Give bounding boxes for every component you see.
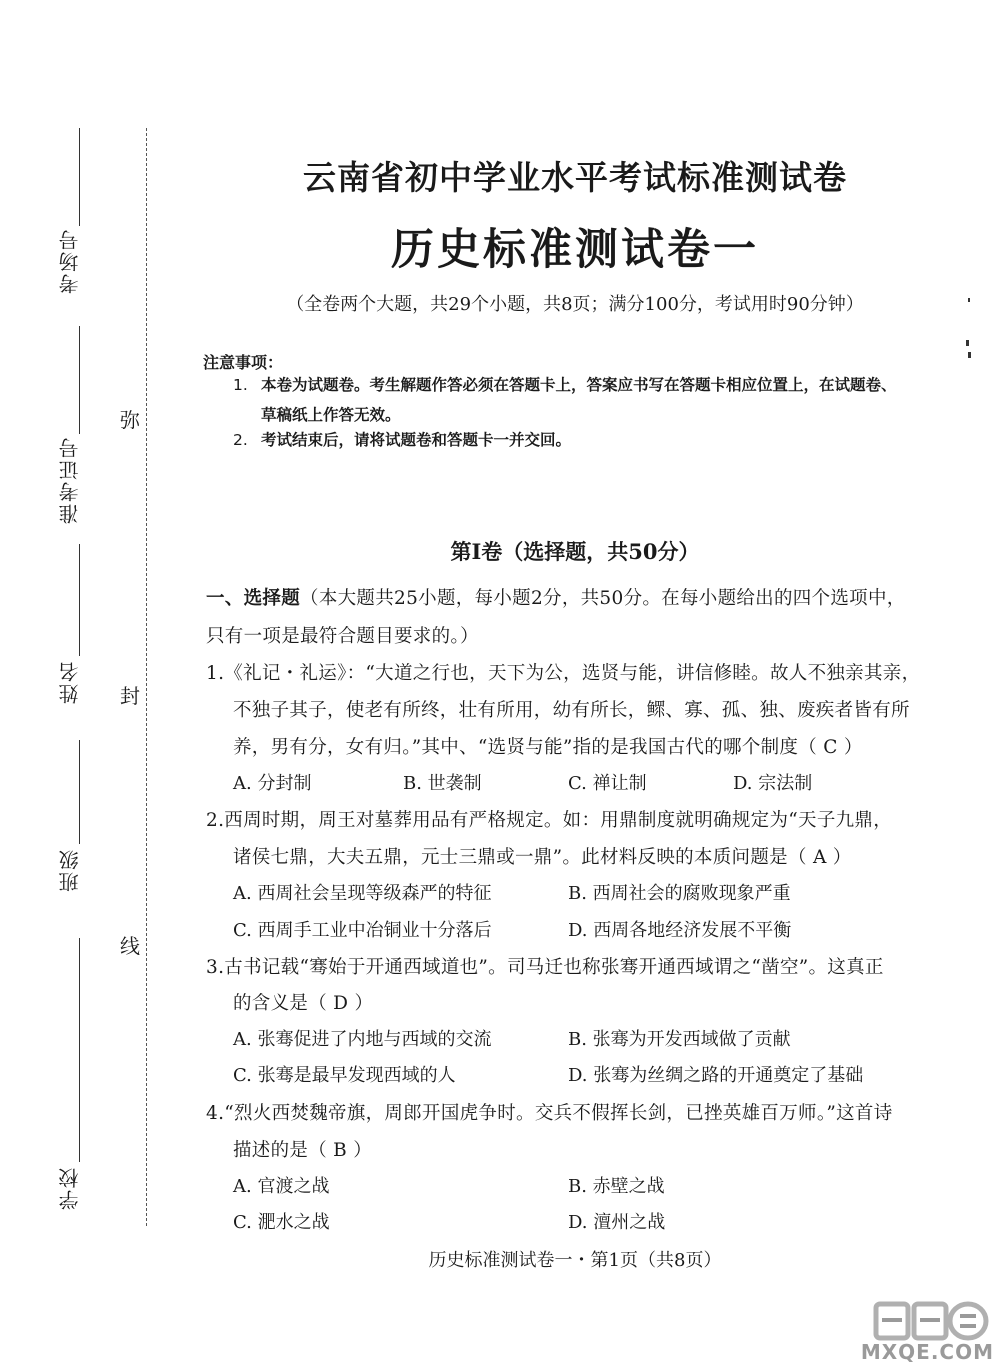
question-text: 描述的是（ B ）: [233, 1140, 373, 1161]
option-d: D. 张骞为丝绸之路的开通奠定了基础: [568, 1065, 864, 1086]
exam-series-title: 云南省初中学业水平考试标准测试卷: [303, 158, 847, 197]
scan-speck: [966, 340, 969, 346]
field-line: [79, 740, 80, 844]
question-text: 不独子其子，使老有所终，壮有所用，幼有所长，鳏、寡、孤、独、废疾者皆有所: [233, 700, 910, 721]
question-text: “烈火西焚魏帝旗，周郎开国虎争时。交兵不假挥长剑，已挫英雄百万师。”这首诗: [224, 1103, 893, 1124]
option-a: A. 官渡之战: [233, 1176, 330, 1197]
option-c: C. 张骞是最早发现西域的人: [233, 1065, 456, 1086]
question-text: 《礼记・礼运》：“大道之行也，天下为公，选贤与能，讲信修睦。故人不独亲其亲，: [224, 663, 921, 684]
field-class: 班级: [58, 848, 82, 892]
seal-char-mi: 弥: [120, 408, 140, 432]
part-instructions: [206, 584, 906, 610]
field-line: [79, 326, 80, 434]
option-a: A. 张骞促进了内地与西域的交流: [233, 1029, 492, 1050]
option-b: B. 赤壁之战: [568, 1176, 665, 1197]
question-line: [206, 953, 884, 979]
field-line: [79, 938, 80, 1162]
question-line: [206, 1099, 893, 1125]
question-number: 1.: [206, 663, 225, 684]
exam-info: （全卷两个大题，共29个小题，共8页；满分100分，考试用时90分钟）: [286, 294, 864, 315]
option-d: D. 西周各地经济发展不平衡: [568, 920, 792, 941]
seal-char-feng: 封: [120, 684, 140, 708]
part-desc: （本大题共25小题，每小题2分，共50分。在每小题给出的四个选项中，: [300, 588, 906, 609]
field-exam-room: 考场号: [58, 228, 82, 294]
option-d: D. 澶州之战: [568, 1212, 666, 1233]
option-c: C. 禅让制: [568, 773, 647, 794]
field-ticket-number: 准考证号: [58, 436, 82, 524]
question-line: [206, 806, 892, 832]
notice-num: 1.: [233, 376, 248, 394]
question-line: [206, 659, 920, 685]
option-d: D. 宗法制: [733, 773, 813, 794]
question-text: 养，男有分，女有归。”其中、“选贤与能”指的是我国古代的哪个制度（ C ）: [233, 737, 863, 758]
option-a: A. 分封制: [233, 773, 312, 794]
option-a: A. 西周社会呈现等级森严的特征: [233, 883, 492, 904]
notice-item-2: [233, 425, 571, 455]
page-footer: 历史标准测试卷一・第1页（共8页）: [428, 1250, 722, 1271]
notice-text: 本卷为试题卷。考生解题作答必须在答题卡上，答案应书写在答题卡相应位置上，在试题卷、: [261, 376, 897, 394]
option-c: C. 淝水之战: [233, 1212, 330, 1233]
option-b: B. 世袭制: [403, 773, 482, 794]
field-name: 姓名: [58, 660, 82, 704]
question-text: 诸侯七鼎，大夫五鼎，元士三鼎或一鼎”。此材料反映的本质问题是（ A ）: [233, 847, 852, 868]
scan-speck: [968, 352, 971, 358]
section-title: 第Ⅰ卷（选择题，共50分）: [450, 539, 700, 564]
notice-item-1: [233, 370, 897, 430]
question-number: 2.: [206, 810, 225, 831]
option-b: B. 张骞为开发西域做了贡献: [568, 1029, 791, 1050]
part-desc-cont: 只有一项是最符合题目要求的。）: [206, 626, 479, 647]
question-number: 4.: [206, 1103, 225, 1124]
notice-heading: 注意事项：: [203, 353, 284, 372]
option-b: B. 西周社会的腐败现象严重: [568, 883, 791, 904]
field-school: 学校: [58, 1166, 82, 1210]
question-number: 3.: [206, 957, 225, 978]
question-text: 古书记载“骞始于开通西域道也”。司马迁也称张骞开通西域谓之“凿空”。这真正: [224, 957, 884, 978]
watermark-site: MXQE.COM: [860, 1340, 994, 1364]
option-c: C. 西周手工业中冶铜业十分落后: [233, 920, 492, 941]
notice-text: 考试结束后，请将试题卷和答题卡一并交回。: [261, 431, 572, 449]
seal-char-xian: 线: [120, 934, 140, 958]
paper-title: 历史标准测试卷一: [391, 225, 759, 275]
notice-text: 草稿纸上作答无效。: [261, 406, 401, 424]
part-label: 一、选择题: [206, 588, 301, 609]
notice-num: 2.: [233, 431, 248, 449]
question-text: 西周时期，周王对墓葬用品有严格规定。如：用鼎制度就明确规定为“天子九鼎，: [224, 810, 893, 831]
question-text: 的含义是（ D ）: [233, 993, 374, 1014]
